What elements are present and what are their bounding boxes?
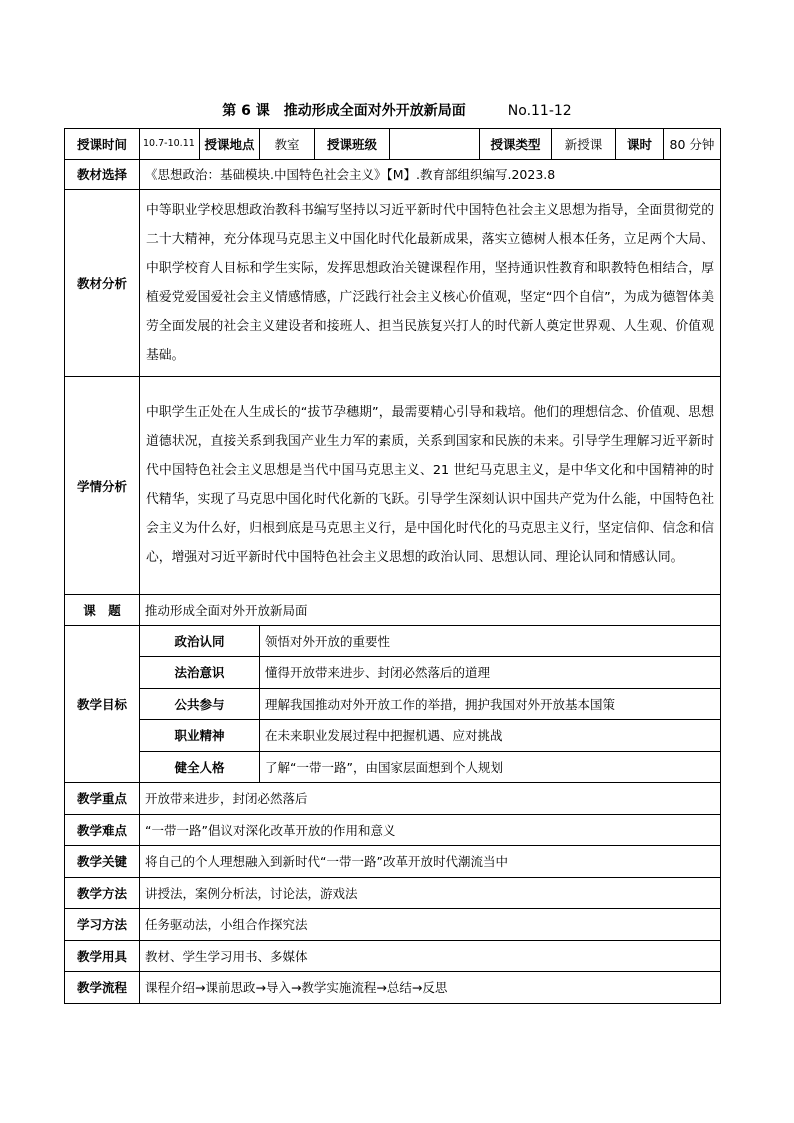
students-row	[65, 377, 721, 595]
place-value: 教室	[260, 129, 315, 160]
goal-name: 政治认同	[140, 625, 260, 657]
goal-text: 了解“一带一路”，由国家层面想到个人规划	[260, 751, 721, 783]
time-value: 10.7-10.11	[140, 129, 200, 160]
row-value: “一带一路”倡议对深化改革开放的作用和意义	[140, 814, 721, 846]
hours-label: 课时	[616, 129, 664, 160]
lesson-plan-table	[64, 128, 721, 1004]
lesson-number: 第 6 课	[222, 103, 270, 119]
row-label: 教学流程	[65, 972, 140, 1004]
goal-text: 懂得开放带来进步、封闭必然落后的道理	[260, 657, 721, 689]
analysis-label: 教材分析	[65, 190, 140, 377]
goal-text: 领悟对外开放的重要性	[260, 625, 721, 657]
textbook-value: 《思想政治：基础模块.中国特色社会主义》【M】.教育部组织编写.2023.8	[140, 159, 721, 190]
row-value: 教材、学生学习用书、多媒体	[140, 940, 721, 972]
time-label: 授课时间	[65, 129, 140, 160]
goal-row	[65, 688, 721, 720]
topic-label: 课 题	[65, 595, 140, 626]
topic-value: 推动形成全面对外开放新局面	[140, 595, 721, 626]
row-value: 任务驱动法，小组合作探究法	[140, 909, 721, 941]
lesson-code: No.11-12	[507, 103, 572, 119]
row-label: 教学关键	[65, 846, 140, 878]
textbook-row	[65, 159, 721, 190]
page-title	[0, 100, 794, 122]
goal-row	[65, 751, 721, 783]
class-label: 授课班级	[315, 129, 390, 160]
type-value: 新授课	[552, 129, 616, 160]
lesson-name: 推动形成全面对外开放新局面	[283, 103, 466, 119]
analysis-row	[65, 190, 721, 377]
row-value: 将自己的个人理想融入到新时代“一带一路”改革开放时代潮流当中	[140, 846, 721, 878]
class-value	[390, 129, 480, 160]
students-label: 学情分析	[65, 377, 140, 595]
place-label: 授课地点	[200, 129, 260, 160]
goal-name: 健全人格	[140, 751, 260, 783]
goal-text: 在未来职业发展过程中把握机遇、应对挑战	[260, 720, 721, 752]
goals-label: 教学目标	[65, 625, 140, 783]
goal-row	[65, 625, 721, 657]
row-value: 开放带来进步，封闭必然落后	[140, 783, 721, 815]
key-row	[65, 846, 721, 878]
goal-row	[65, 720, 721, 752]
header-row	[65, 129, 721, 160]
row-label: 学习方法	[65, 909, 140, 941]
row-label: 教学重点	[65, 783, 140, 815]
textbook-label: 教材选择	[65, 159, 140, 190]
students-text: 中职学生正处在人生成长的“拔节孕穗期”，最需要精心引导和栽培。他们的理想信念、价值观、思想道德状况，直接关系到我国产业生力军的素质，关系到国家和民族的未来。引导学生理解习近平新时代中国特色社会主义思想是当代中国马克思主义、21 世纪马克思主义，是中华文化和中国精神的时代精华，实现了马克思中国化时代化新的飞跃。引导学生深刻认识中国共产党为什么能，中国特色社会主义为什么好，归根到底是马克思主义行，是中国化时代化的马克思主义行，坚定信仰、信念和信心，增强对习近平新时代中国特色社会主义思想的政治认同、思想认同、理论认同和情感认同。	[140, 377, 721, 595]
topic-row	[65, 595, 721, 626]
row-label: 教学用具	[65, 940, 140, 972]
learning-method-row	[65, 909, 721, 941]
row-value: 讲授法，案例分析法，讨论法，游戏法	[140, 877, 721, 909]
tools-row	[65, 940, 721, 972]
goal-text: 理解我国推动对外开放工作的举措，拥护我国对外开放基本国策	[260, 688, 721, 720]
goal-name: 职业精神	[140, 720, 260, 752]
goal-row	[65, 657, 721, 689]
row-label: 教学方法	[65, 877, 140, 909]
goal-name: 公共参与	[140, 688, 260, 720]
difficulty-row	[65, 814, 721, 846]
method-row	[65, 877, 721, 909]
row-label: 教学难点	[65, 814, 140, 846]
flow-row	[65, 972, 721, 1004]
goal-name: 法治意识	[140, 657, 260, 689]
analysis-text: 中等职业学校思想政治教科书编写坚持以习近平新时代中国特色社会主义思想为指导，全面贯彻党的二十大精神，充分体现马克思主义中国化时代化最新成果，落实立德树人根本任务，立足两个大局、中职学校育人目标和学生实际，发挥思想政治关键课程作用，坚持通识性教育和职教特色相结合，厚植爱党爱国爱社会主义情感情感，广泛践行社会主义核心价值观，坚定“四个自信”，为成为德智体美劳全面发展的社会主义建设者和接班人、担当民族复兴打人的时代新人奠定世界观、人生观、价值观基础。	[140, 190, 721, 377]
hours-value: 80 分钟	[664, 129, 721, 160]
key-point-row	[65, 783, 721, 815]
type-label: 授课类型	[480, 129, 552, 160]
row-value: 课程介绍→课前思政→导入→教学实施流程→总结→反思	[140, 972, 721, 1004]
